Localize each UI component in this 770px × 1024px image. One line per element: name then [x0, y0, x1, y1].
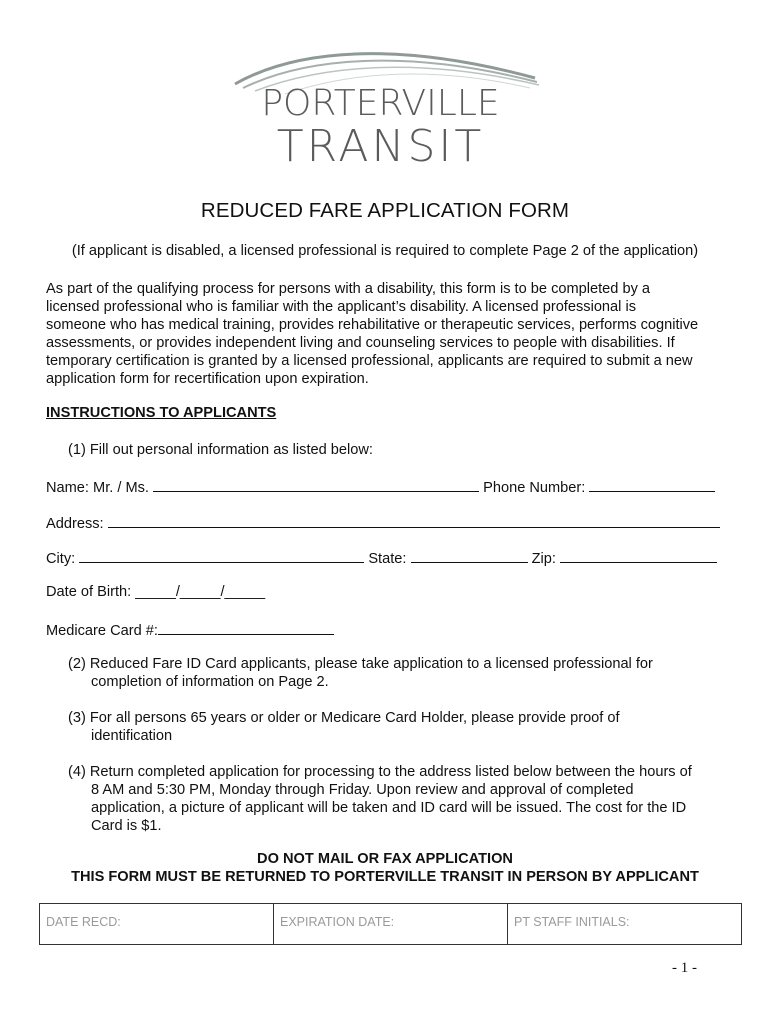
step-4 [68, 763, 738, 835]
step-3 [68, 709, 738, 745]
medicare-field-row [46, 620, 334, 639]
intro-line: licensed professional who is familiar with the applicant’s disability. A licensed professional is [46, 299, 636, 316]
staff-use-box [39, 903, 742, 945]
intro-line: someone who has medical training, provides rehabilitative or therapeutic services, performs cognitive [46, 317, 699, 334]
step-3-line: (3) For all persons 65 years or older or Medicare Card Holder, please provide proof of [68, 710, 620, 726]
step-3-line: identification [91, 728, 173, 744]
address-field-row [46, 513, 720, 532]
address-field[interactable] [108, 513, 720, 528]
dob-field[interactable]: _____/_____/_____ [135, 584, 266, 600]
city-state-zip-row [46, 548, 717, 567]
notice-in-person: THIS FORM MUST BE RETURNED TO PORTERVILLE TRANSIT IN PERSON BY APPLICANT [71, 869, 699, 885]
step-4-line: 8 AM and 5:30 PM, Monday through Friday. Upon review and approval of completed [91, 782, 634, 798]
form-subtitle: (If applicant is disabled, a licensed professional is required to complete Page 2 of the application) [71, 243, 699, 259]
step-4-line: (4) Return completed application for processing to the address listed below between the hours of [68, 764, 692, 780]
city-field[interactable] [79, 548, 364, 563]
medicare-label: Medicare Card #: [46, 623, 158, 639]
step-4-line: Card is $1. [91, 818, 162, 834]
intro-line: As part of the qualifying process for persons with a disability, this form is to be completed by a [46, 281, 651, 297]
step-4-line: application, a picture of applicant will be taken and ID card will be issued. The cost for the ID [91, 800, 687, 816]
phone-label: Phone Number: [483, 480, 586, 496]
dob-label: Date of Birth: [46, 584, 132, 600]
staff-initials-cell[interactable]: PT STAFF INITIALS: [514, 915, 630, 929]
city-label: City: [46, 551, 76, 567]
notice-no-mail: DO NOT MAIL OR FAX APPLICATION [257, 851, 513, 867]
step-2-line: (2) Reduced Fare ID Card applicants, please take application to a licensed professional for [68, 656, 653, 672]
intro-paragraph [46, 280, 736, 389]
phone-field[interactable] [589, 477, 715, 492]
expiration-date-cell[interactable]: EXPIRATION DATE: [274, 904, 508, 944]
logo-text-transit: TRANSIT [276, 121, 485, 172]
name-field[interactable] [153, 477, 479, 492]
step-2-line: completion of information on Page 2. [91, 674, 329, 690]
intro-line: temporary certification is granted by a licensed professional, applicants are required to submit a new [46, 353, 693, 370]
date-received-cell[interactable]: DATE RECD: [40, 904, 274, 944]
state-label: State: [368, 551, 407, 567]
name-field-row [46, 477, 715, 496]
intro-line: assessments, or provides independent living and counseling services to people with disabilities. If [46, 335, 675, 352]
name-label: Name: Mr. / Ms. [46, 480, 149, 496]
instructions-heading: INSTRUCTIONS TO APPLICANTS [46, 405, 277, 421]
logo-text-porterville: PORTERVILLE [261, 83, 500, 124]
medicare-field[interactable] [158, 620, 334, 635]
page-number: - 1 - [672, 960, 697, 976]
dob-field-row [46, 584, 265, 600]
form-title: REDUCED FARE APPLICATION FORM [200, 199, 570, 222]
address-label: Address: [46, 516, 104, 532]
state-field[interactable] [411, 548, 528, 563]
step-2 [68, 655, 738, 691]
zip-field[interactable] [560, 548, 717, 563]
intro-line: application form for recertification upon expiration. [46, 371, 369, 388]
step-1-text: (1) Fill out personal information as listed below: [68, 442, 373, 458]
zip-label: Zip: [531, 551, 556, 567]
step-1 [68, 441, 738, 459]
